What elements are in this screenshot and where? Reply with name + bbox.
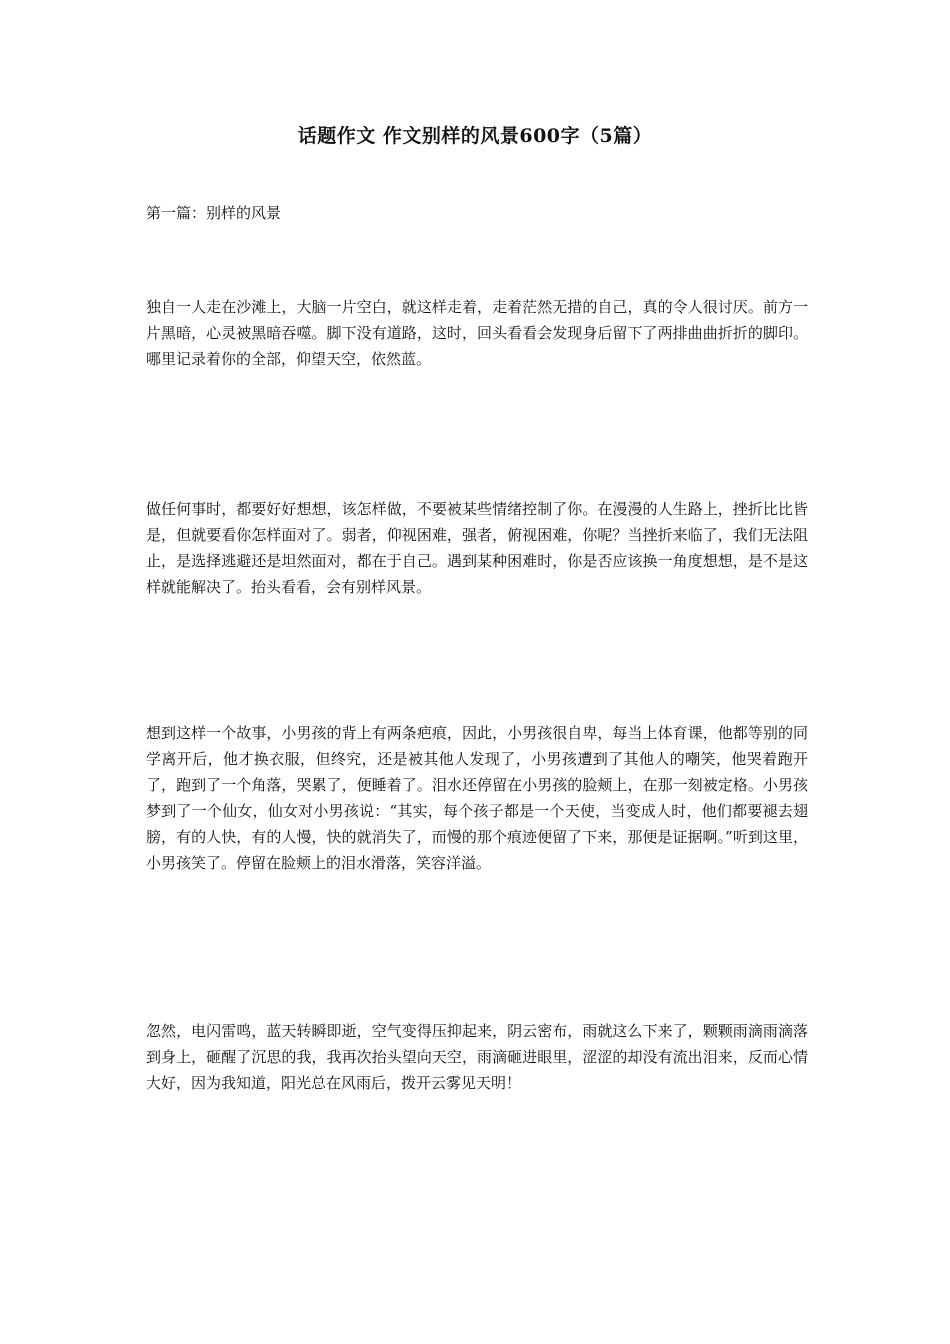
paragraph-3: 想到这样一个故事，小男孩的背上有两条疤痕，因此，小男孩很自卑，每当上体育课，他都等别的同学离开后，他才换衣服，但终究，还是被其他人发现了，小男孩遭到了其他人的嘲笑，他哭着跑开了，跑到了一个角落，哭累了，便睡着了。泪水还停留在小男孩的脸颊上，在那一刻被定格。小男孩梦到了一个仙女，仙女对小男孩说：“其实，每个孩子都是一个天使，当变成人时，他们都要褪去翅膀，有的人快，有的人慢，快的就消失了，而慢的那个痕迹便留了下来，那便是证据啊。”听到这里，小男孩笑了。停留在脸颊上的泪水滑落，笑容洋溢。: [146, 724, 808, 872]
paragraph-4: 忽然，电闪雷鸣，蓝天转瞬即逝，空气变得压抑起来，阴云密布，雨就这么下来了，颗颗雨滴雨滴落到身上，砸醒了沉思的我，我再次抬头望向天空，雨滴砸进眼里，涩涩的却没有流出泪来，反而心情大好，因为我知道，阳光总在风雨后，拨开云雾见天明！: [146, 1022, 808, 1092]
paragraph-1: 独自一人走在沙滩上，大脑一片空白，就这样走着，走着茫然无措的自己，真的令人很讨厌。前方一片黑暗，心灵被黑暗吞噬。脚下没有道路，这时，回头看看会发现身后留下了两排曲曲折折的脚印。哪里记录着你的全部，仰望天空，依然蓝。: [146, 298, 808, 368]
chapter-heading: 第一篇：别样的风景: [146, 204, 282, 222]
document-title: 话题作文 作文别样的风景600字（5篇）: [297, 125, 653, 147]
paragraph-2: 做任何事时，都要好好想想，该怎样做，不要被某些情绪控制了你。在漫漫的人生路上，挫折比比皆是，但就要看你怎样面对了。弱者，仰视困难，强者，俯视困难，你呢？当挫折来临了，我们无法阻止，是选择逃避还是坦然面对，都在于自己。遇到某种困难时，你是否应该换一角度想想，是不是这样就能解决了。抬头看看，会有别样风景。: [146, 500, 808, 596]
